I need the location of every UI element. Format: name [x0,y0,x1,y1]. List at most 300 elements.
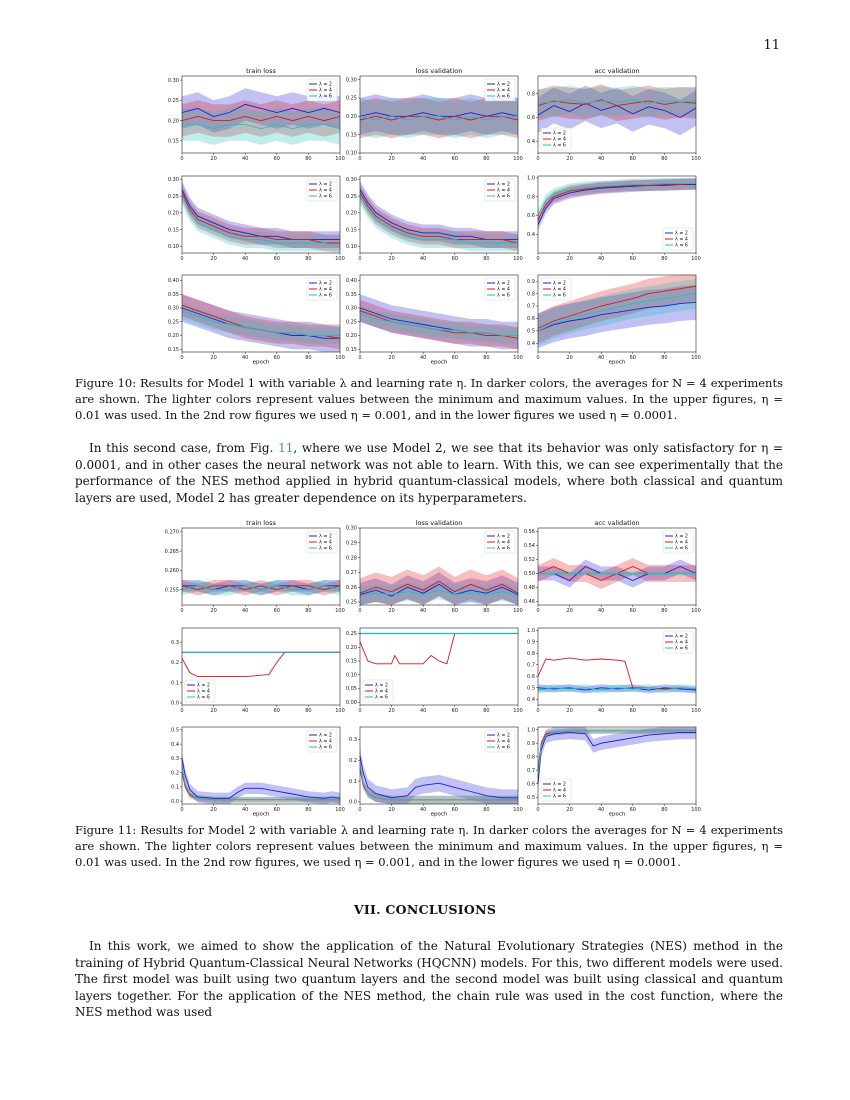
legend-label: λ = 6 [319,293,332,299]
chart-panel [521,717,701,818]
x-tick-label: 100 [335,355,345,361]
x-tick-label: 60 [273,807,280,813]
legend-label: λ = 2 [497,82,510,88]
legend-label: λ = 4 [553,137,566,143]
y-tick-label: 0.10 [345,244,357,251]
figure-11-label: Figure 11: [75,823,137,837]
legend-label: λ = 2 [319,281,332,287]
x-tick-label: 0 [536,156,540,162]
x-tick-label: 80 [661,156,668,162]
x-tick-label: 40 [420,156,427,162]
y-tick-label: 0.5 [171,727,179,734]
x-tick-label: 40 [598,156,605,162]
legend-label: λ = 6 [497,546,510,552]
legend-label: λ = 6 [553,143,566,149]
y-tick-label: 0.1 [349,778,357,785]
y-tick-label: 0.7 [527,303,535,310]
y-tick-label: 0.6 [527,115,535,122]
y-tick-label: 0.28 [345,555,357,562]
x-tick-label: 0 [358,608,362,614]
chart-panel [521,265,701,366]
y-tick-label: 0.9 [527,639,535,646]
x-tick-label: 100 [691,608,701,614]
chart-svg [521,66,701,165]
x-tick-label: 100 [335,156,345,162]
x-tick-label: 0 [180,708,184,714]
legend-label: λ = 2 [497,182,510,188]
y-tick-label: 0.20 [167,333,179,340]
x-tick-label: 0 [536,355,540,361]
y-tick-label: 0.30 [167,305,179,312]
x-axis-label: epoch [252,359,270,366]
y-tick-label: 0.15 [167,346,179,353]
x-tick-label: 40 [598,256,605,262]
y-tick-label: 0.0 [171,798,179,805]
x-tick-label: 80 [305,807,312,813]
y-tick-label: 0.25 [167,319,179,326]
figure-11-grid [164,518,701,818]
x-tick-label: 0 [358,355,362,361]
chart-panel [343,618,523,717]
y-tick-label: 0.5 [527,794,535,801]
y-tick-label: 0.6 [527,781,535,788]
figure-10-label: Figure 10: [75,376,137,390]
legend-label: λ = 2 [497,281,510,287]
chart-svg [343,166,523,265]
chart-panel [343,66,523,165]
series-line [538,658,696,689]
x-tick-label: 40 [420,355,427,361]
y-tick-label: 0.9 [527,278,535,285]
y-tick-label: 0.35 [345,291,357,298]
y-tick-label: 0.2 [171,660,179,667]
x-tick-label: 100 [691,807,701,813]
series-line [182,652,340,676]
y-tick-label: 0.7 [527,662,535,669]
y-tick-label: 0.05 [345,686,357,693]
x-tick-label: 60 [451,608,458,614]
y-tick-label: 1.0 [527,727,535,734]
figure-11-caption-text: Results for Model 2 with variable λ and learning rate η. In darker colors the averages for N = 4 experiments are shown. The lighter colors represent values between the minimum and maximum values. In the upper figures, η = 0.01 was used. In the 2nd row figures, we used η = 0.001, and in the lower figures we used η = 0.0001. [75,823,783,869]
x-tick-label: 40 [242,608,249,614]
x-tick-label: 100 [691,708,701,714]
x-tick-label: 0 [180,807,184,813]
legend-label: λ = 2 [553,131,566,137]
x-tick-label: 100 [513,355,523,361]
chart-panel [521,66,701,165]
y-tick-label: 0.30 [167,77,179,84]
x-tick-label: 20 [210,708,217,714]
y-tick-label: 0.5 [527,328,535,335]
figure-10-grid [165,66,701,366]
x-tick-label: 60 [629,708,636,714]
y-tick-label: 0.15 [345,658,357,665]
y-tick-label: 0.4 [527,696,535,703]
x-tick-label: 80 [661,708,668,714]
x-tick-label: 100 [691,156,701,162]
panel-title: acc validation [594,519,640,527]
x-tick-label: 20 [566,256,573,262]
legend-label: λ = 6 [319,194,332,200]
x-tick-label: 40 [420,708,427,714]
figure-11-caption [75,822,783,870]
x-tick-label: 60 [451,156,458,162]
x-tick-label: 60 [273,156,280,162]
x-tick-label: 20 [388,708,395,714]
chart-svg [165,66,345,165]
x-tick-label: 60 [451,256,458,262]
x-tick-label: 80 [483,355,490,361]
chart-panel [165,166,345,265]
x-tick-label: 80 [661,355,668,361]
figure-11-reference-link[interactable]: 11 [278,441,294,455]
y-tick-label: 0.4 [527,231,535,238]
x-tick-label: 80 [483,807,490,813]
x-tick-label: 40 [420,608,427,614]
chart-svg [521,518,701,617]
legend-label: λ = 2 [675,231,688,237]
x-tick-label: 80 [483,708,490,714]
y-tick-label: 0.30 [345,77,357,84]
legend-label: λ = 6 [497,94,510,100]
y-tick-label: 0.8 [527,650,535,657]
x-tick-label: 60 [451,355,458,361]
x-tick-label: 0 [180,608,184,614]
figure-10-caption [75,375,783,423]
y-tick-label: 0.4 [527,138,535,145]
chart-svg [165,265,345,366]
chart-svg [521,166,701,265]
legend-label: λ = 4 [675,237,688,243]
x-tick-label: 100 [513,256,523,262]
x-tick-label: 60 [629,355,636,361]
y-tick-label: 0.20 [345,644,357,651]
x-tick-label: 0 [358,256,362,262]
x-tick-label: 100 [513,156,523,162]
y-tick-label: 0.8 [527,194,535,201]
y-tick-label: 1.0 [527,627,535,634]
x-tick-label: 20 [210,156,217,162]
panel-title: loss validation [415,519,463,527]
x-tick-label: 40 [420,807,427,813]
legend-label: λ = 4 [497,88,510,94]
x-tick-label: 20 [210,355,217,361]
legend-label: λ = 2 [319,182,332,188]
y-tick-label: 0.48 [523,585,535,592]
y-tick-label: 0.1 [171,784,179,791]
chart-svg [343,518,523,617]
legend-label: λ = 4 [675,540,688,546]
x-axis-label: epoch [430,811,448,818]
legend-label: λ = 2 [319,82,332,88]
legend-label: λ = 2 [197,683,210,689]
x-tick-label: 60 [273,355,280,361]
x-axis-label: epoch [608,811,626,818]
y-tick-label: 0.30 [345,525,357,532]
y-tick-label: 0.25 [345,599,357,606]
x-tick-label: 40 [598,355,605,361]
legend-label: λ = 6 [319,94,332,100]
y-tick-label: 0.20 [345,210,357,217]
chart-svg [343,717,523,818]
legend-label: λ = 2 [553,782,566,788]
body-paragraph-conclusions: In this work, we aimed to show the application of the Natural Evolutionary Strategies (NES) method in the training of Hybrid Quantum-Classical Neural Networks (HQCNN) models. For this, two different models were used. The first model was built using two quantum layers and the second model was built using classical and quantum layers together. For the application of the NES method, the chain rule was used in the cost function, where the NES method was used [75,939,783,1019]
y-tick-label: 0.7 [527,767,535,774]
y-tick-label: 0.2 [349,757,357,764]
chart-panel [165,717,345,818]
y-tick-label: 0.15 [345,346,357,353]
x-tick-label: 0 [536,256,540,262]
x-tick-label: 60 [273,608,280,614]
x-tick-label: 0 [180,256,184,262]
y-tick-label: 0.15 [167,227,179,234]
y-tick-label: 0.15 [345,227,357,234]
chart-panel [165,66,345,165]
chart-panel [343,518,523,617]
legend-label: λ = 2 [319,733,332,739]
y-tick-label: 0.30 [345,177,357,184]
x-tick-label: 40 [242,256,249,262]
x-tick-label: 60 [629,807,636,813]
legend-label: λ = 4 [553,788,566,794]
y-tick-label: 0.3 [349,737,357,744]
x-tick-label: 80 [661,256,668,262]
x-tick-label: 80 [305,608,312,614]
x-tick-label: 20 [210,256,217,262]
x-tick-label: 0 [358,807,362,813]
x-tick-label: 100 [513,608,523,614]
x-tick-label: 20 [566,355,573,361]
legend-label: λ = 6 [553,293,566,299]
x-tick-label: 40 [242,355,249,361]
legend-label: λ = 4 [497,739,510,745]
y-tick-label: 0.25 [345,95,357,102]
panel-title: acc validation [594,67,640,75]
x-tick-label: 100 [335,256,345,262]
legend-label: λ = 6 [319,546,332,552]
x-tick-label: 20 [210,807,217,813]
x-axis-label: epoch [430,359,448,366]
x-tick-label: 20 [388,807,395,813]
x-tick-label: 60 [629,608,636,614]
y-tick-label: 0.26 [345,584,357,591]
chart-panel [521,618,701,717]
y-tick-label: 0.4 [171,741,179,748]
chart-panel [165,265,345,366]
y-tick-label: 0.40 [167,278,179,285]
chart-svg [521,618,701,717]
x-tick-label: 20 [388,608,395,614]
x-tick-label: 60 [273,256,280,262]
legend-label: λ = 4 [319,88,332,94]
y-tick-label: 0.0 [349,799,357,806]
legend-label: λ = 6 [675,243,688,249]
legend-label: λ = 6 [319,745,332,751]
y-tick-label: 0.8 [527,754,535,761]
x-axis-label: epoch [608,359,626,366]
x-tick-label: 40 [242,708,249,714]
chart-panel [343,166,523,265]
y-tick-label: 0.20 [167,118,179,125]
y-tick-label: 0.25 [345,193,357,200]
x-tick-label: 40 [420,256,427,262]
y-tick-label: 0.3 [171,639,179,646]
chart-panel [165,618,345,717]
legend-label: λ = 6 [675,646,688,652]
x-tick-label: 0 [536,608,540,614]
y-tick-label: 0.10 [167,244,179,251]
x-tick-label: 60 [451,807,458,813]
y-tick-label: 0.10 [345,672,357,679]
x-tick-label: 40 [242,807,249,813]
x-tick-label: 60 [451,708,458,714]
legend-label: λ = 4 [497,188,510,194]
x-tick-label: 20 [388,156,395,162]
y-tick-label: 0.2 [171,770,179,777]
y-tick-label: 0.4 [527,341,535,348]
x-tick-label: 100 [513,807,523,813]
y-tick-label: 0.20 [345,333,357,340]
x-tick-label: 0 [358,156,362,162]
panel-title: train loss [246,519,276,527]
section-heading-conclusions: VII. CONCLUSIONS [353,902,497,917]
legend-label: λ = 4 [319,287,332,293]
x-tick-label: 80 [483,256,490,262]
chart-panel [343,717,523,818]
page-number: 11 [763,38,780,53]
x-tick-label: 40 [598,608,605,614]
series-line [538,732,696,783]
y-tick-label: 0.9 [527,740,535,747]
x-tick-label: 20 [566,608,573,614]
x-tick-label: 40 [598,807,605,813]
x-tick-label: 40 [242,156,249,162]
x-tick-label: 80 [661,807,668,813]
x-tick-label: 0 [358,708,362,714]
y-tick-label: 0.8 [527,291,535,298]
figure-10-caption-text: Results for Model 1 with variable λ and learning rate η. In darker colors, the averages for N = 4 experiments are shown. The lighter colors represent values between the minimum and maximum values. In the upper figures, η = 0.01 was used. In the 2nd row figures we used η = 0.001, and in the lower figures we used η = 0.0001. [75,376,783,422]
chart-svg [165,717,345,818]
x-tick-label: 40 [598,708,605,714]
y-tick-label: 0.30 [167,177,179,184]
y-tick-label: 0.0 [171,700,179,707]
chart-svg [165,618,345,717]
x-tick-label: 60 [629,156,636,162]
y-tick-label: 0.6 [527,673,535,680]
y-tick-label: 0.20 [345,114,357,121]
chart-panel [164,518,345,617]
y-tick-label: 0.6 [527,213,535,220]
legend-label: λ = 4 [497,287,510,293]
y-tick-label: 0.50 [523,571,535,578]
y-tick-label: 0.40 [345,278,357,285]
legend-label: λ = 6 [497,293,510,299]
y-tick-label: 1.0 [527,175,535,182]
legend-label: λ = 4 [319,188,332,194]
x-tick-label: 100 [335,708,345,714]
legend-label: λ = 4 [497,540,510,546]
x-tick-label: 20 [388,355,395,361]
legend-label: λ = 2 [319,534,332,540]
y-tick-label: 0.8 [527,91,535,98]
legend-label: λ = 2 [497,733,510,739]
x-tick-label: 100 [691,256,701,262]
y-tick-label: 0.20 [167,210,179,217]
x-axis-label: epoch [252,811,270,818]
y-tick-label: 0.10 [345,150,357,157]
chart-svg [343,618,523,717]
x-tick-label: 60 [273,708,280,714]
legend-label: λ = 4 [675,640,688,646]
x-tick-label: 80 [305,708,312,714]
y-tick-label: 0.54 [523,543,535,550]
x-tick-label: 20 [566,807,573,813]
x-tick-label: 80 [483,608,490,614]
y-tick-label: 0.25 [167,98,179,105]
legend-label: λ = 2 [375,683,388,689]
legend-label: λ = 4 [319,540,332,546]
legend-label: λ = 6 [375,695,388,701]
y-tick-label: 0.30 [345,305,357,312]
x-tick-label: 20 [388,256,395,262]
legend-label: λ = 6 [553,794,566,800]
chart-svg [521,265,701,366]
x-tick-label: 100 [691,355,701,361]
series-line [360,634,518,664]
chart-svg [343,66,523,165]
y-tick-label: 0.52 [523,557,535,564]
x-tick-label: 60 [629,256,636,262]
legend-label: λ = 2 [553,281,566,287]
x-tick-label: 0 [536,708,540,714]
y-tick-label: 0.29 [345,540,357,547]
x-tick-label: 20 [210,608,217,614]
y-tick-label: 0.255 [164,587,179,594]
y-tick-label: 0.265 [164,548,179,555]
legend-label: λ = 4 [375,689,388,695]
x-tick-label: 20 [566,156,573,162]
y-tick-label: 0.25 [345,319,357,326]
legend-label: λ = 4 [319,739,332,745]
y-tick-label: 0.6 [527,316,535,323]
y-tick-label: 0.25 [345,631,357,638]
panel-title: loss validation [415,67,463,75]
x-tick-label: 80 [305,355,312,361]
chart-panel [521,166,701,265]
y-tick-label: 0.27 [345,570,357,577]
y-tick-label: 0.00 [345,699,357,706]
x-tick-label: 100 [513,708,523,714]
x-tick-label: 20 [566,708,573,714]
legend-label: λ = 6 [497,194,510,200]
y-tick-label: 0.56 [523,529,535,536]
chart-panel [521,518,701,617]
x-tick-label: 80 [305,256,312,262]
y-tick-label: 0.260 [164,568,179,575]
body-paragraph-1 [75,440,783,506]
y-tick-label: 0.1 [171,680,179,687]
chart-svg [165,166,345,265]
legend-label: λ = 6 [497,745,510,751]
legend-label: λ = 2 [497,534,510,540]
x-tick-label: 0 [180,355,184,361]
legend-label: λ = 4 [197,689,210,695]
x-tick-label: 0 [536,807,540,813]
x-tick-label: 0 [180,156,184,162]
paragraph-1-text-before-link: In this second case, from Fig. [89,441,274,455]
panel-title: train loss [246,67,276,75]
x-tick-label: 80 [305,156,312,162]
